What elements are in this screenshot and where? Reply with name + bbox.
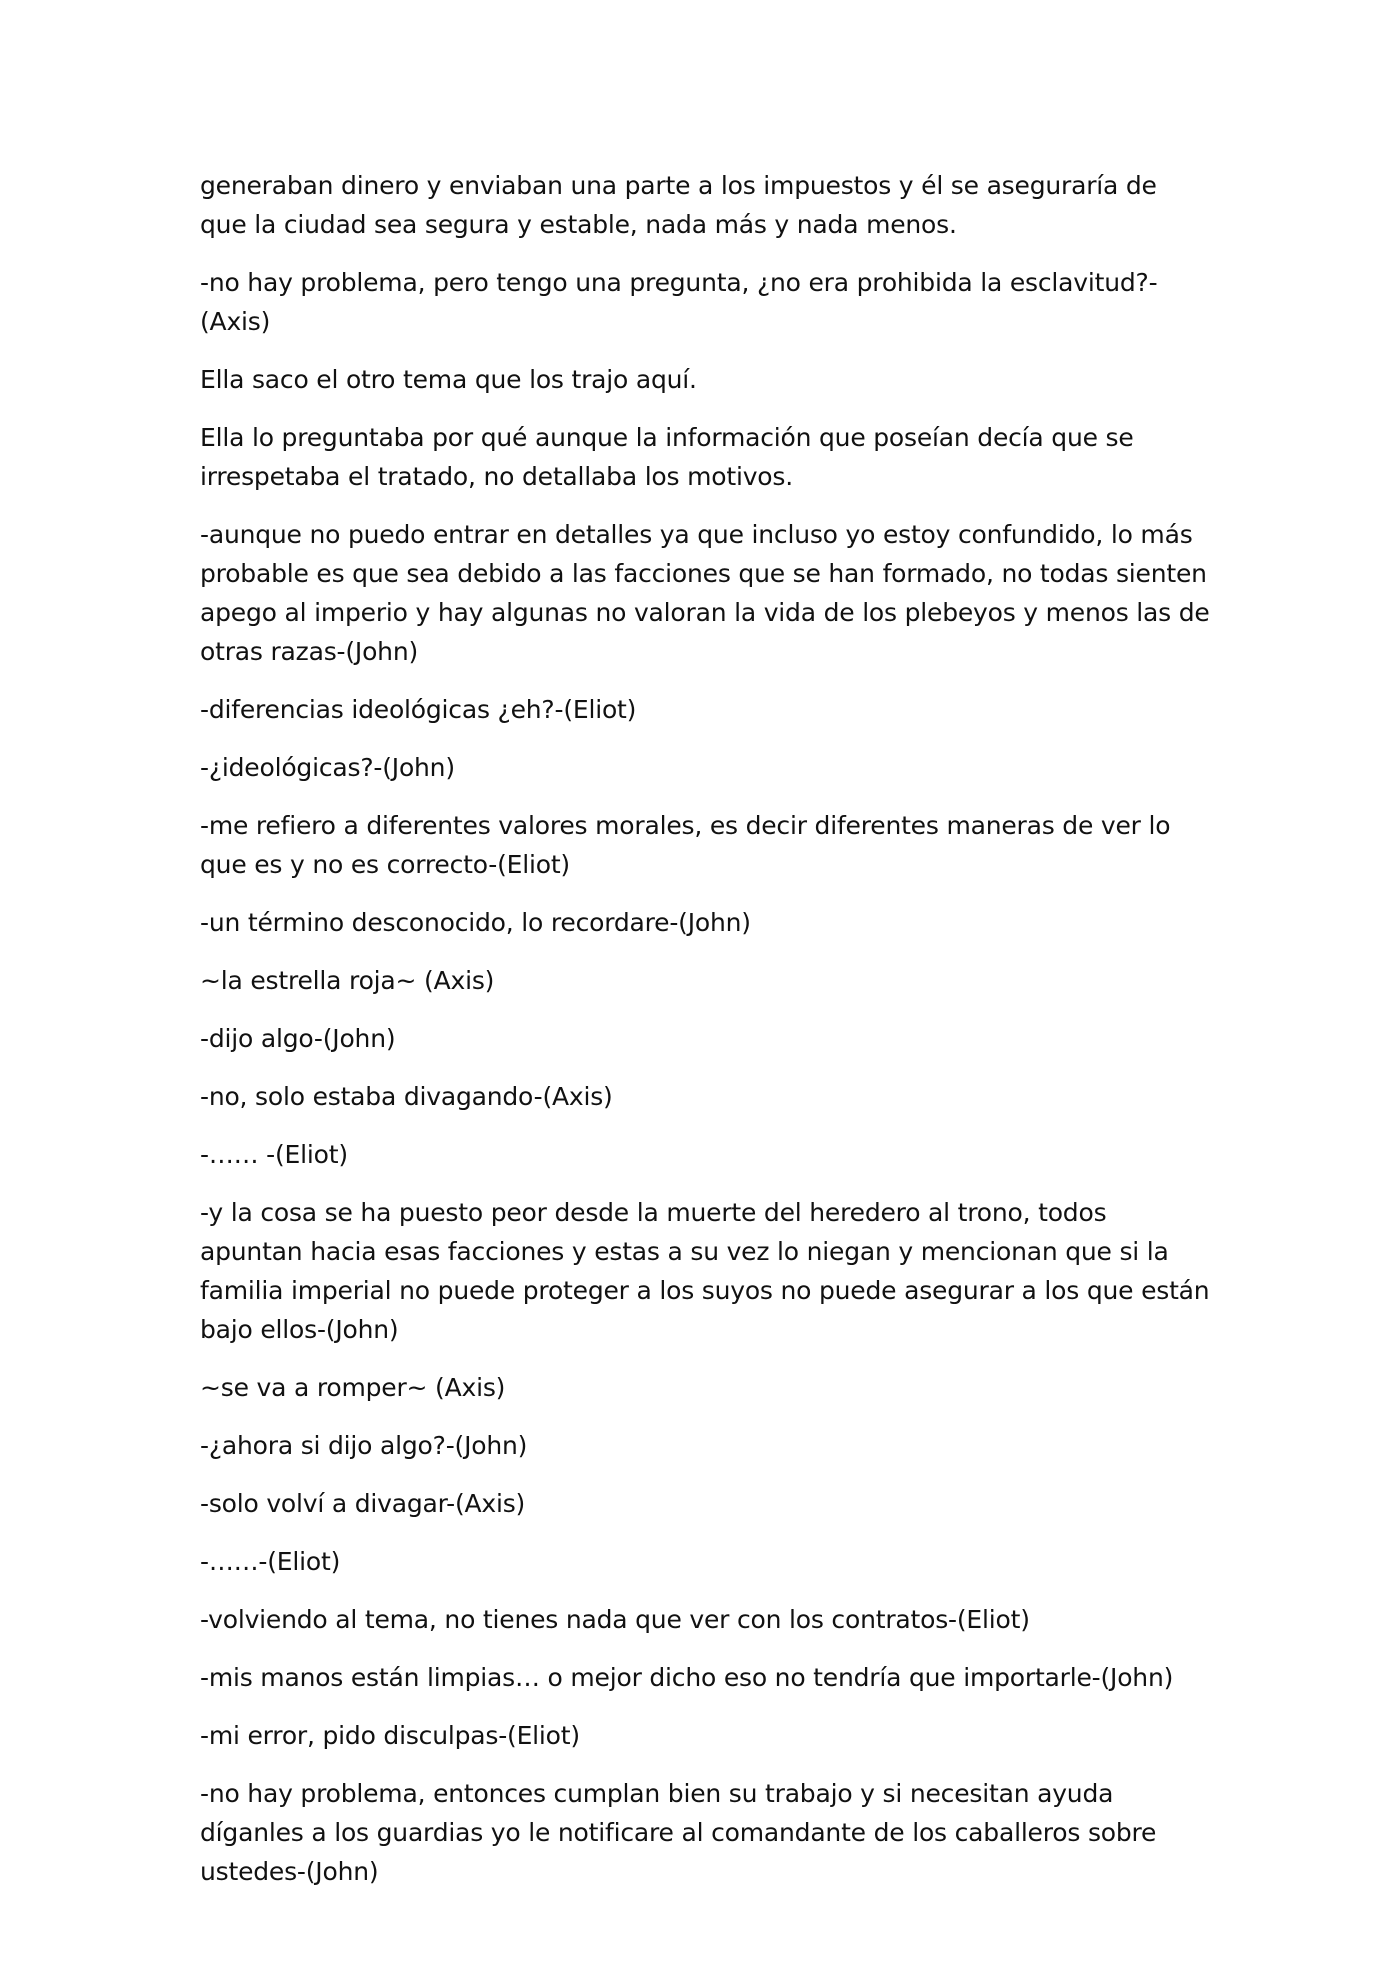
- paragraph: -aunque no puedo entrar en detalles ya que incluso yo estoy confundido, lo más probable es que sea debido a las facciones que se han formado, no todas sienten apego al imperio y hay algunas no valoran la vida de los plebeyos y menos las de otras razas-(John): [200, 520, 1210, 666]
- paragraph: -……-(Eliot): [200, 1547, 341, 1576]
- paragraph: generaban dinero y enviaban una parte a los impuestos y él se aseguraría de que la ciudad sea segura y estable, nada más y nada menos.: [200, 171, 1157, 239]
- paragraph: -dijo algo-(John): [200, 1024, 396, 1053]
- paragraph: Ella lo preguntaba por qué aunque la información que poseían decía que se irrespetaba el tratado, no detallaba los motivos.: [200, 423, 1134, 491]
- paragraph: -…… -(Eliot): [200, 1140, 348, 1169]
- paragraph: -no hay problema, entonces cumplan bien su trabajo y si necesitan ayuda díganles a los guardias yo le notificare al comandante de los caballeros sobre ustedes-(John): [200, 1779, 1157, 1886]
- paragraph: -no, solo estaba divagando-(Axis): [200, 1082, 613, 1111]
- paragraph: -¿ahora si dijo algo?-(John): [200, 1431, 528, 1460]
- paragraph: -diferencias ideológicas ¿eh?-(Eliot): [200, 695, 637, 724]
- paragraph: -no hay problema, pero tengo una pregunta, ¿no era prohibida la esclavitud?-(Axis): [200, 268, 1158, 336]
- paragraph: ~la estrella roja~ (Axis): [200, 966, 495, 995]
- paragraph: -solo volví a divagar-(Axis): [200, 1489, 526, 1518]
- paragraph: -¿ideológicas?-(John): [200, 753, 455, 782]
- paragraph: -volviendo al tema, no tienes nada que ver con los contratos-(Eliot): [200, 1605, 1030, 1634]
- paragraph: -me refiero a diferentes valores morales, es decir diferentes maneras de ver lo que es y no es correcto-(Eliot): [200, 811, 1171, 879]
- paragraph: ~se va a romper~ (Axis): [200, 1373, 506, 1402]
- paragraph: Ella saco el otro tema que los trajo aquí.: [200, 365, 697, 394]
- paragraph: -mis manos están limpias… o mejor dicho eso no tendría que importarle-(John): [200, 1663, 1174, 1692]
- paragraph: -mi error, pido disculpas-(Eliot): [200, 1721, 580, 1750]
- document-text: [200, 166, 1210, 1910]
- paragraph: -un término desconocido, lo recordare-(John): [200, 908, 751, 937]
- paragraph: -y la cosa se ha puesto peor desde la muerte del heredero al trono, todos apuntan hacia esas facciones y estas a su vez lo niegan y mencionan que si la familia imperial no puede proteger a los suyos no puede asegurar a los que están bajo ellos-(John): [200, 1198, 1210, 1344]
